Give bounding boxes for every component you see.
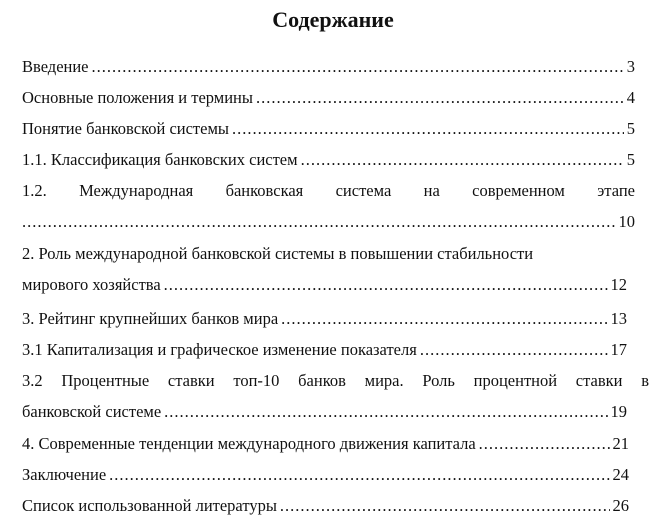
toc-entry-basic-terms[interactable] [22, 86, 635, 110]
toc-word: Процентные [61, 371, 150, 390]
toc-page-number: 10 [618, 212, 635, 231]
toc-leader-dots [92, 55, 624, 79]
toc-word: этапе [597, 181, 635, 200]
toc-page-number: 4 [626, 88, 635, 107]
toc-entry-introduction[interactable] [22, 55, 635, 79]
toc-word: в [641, 371, 649, 390]
toc-entry-text: банковской системе [22, 402, 162, 421]
toc-entry-references[interactable] [22, 494, 629, 518]
toc-entry-3-rating[interactable] [22, 307, 627, 331]
toc-entry-3-2-interest-line2[interactable] [22, 400, 627, 424]
toc-entry-text: Список использованной литературы [22, 496, 277, 515]
toc-page-number: 13 [610, 309, 627, 328]
toc-leader-dots [281, 307, 607, 331]
toc-word: Роль [422, 371, 455, 390]
toc-entry-text: 3. Рейтинг крупнейших банков мира [22, 309, 279, 328]
toc-entry-4-trends[interactable] [22, 432, 629, 456]
toc-entry-text: Понятие банковской системы [22, 119, 229, 138]
toc-entry-3-1-capitalization[interactable] [22, 338, 627, 362]
toc-leader-dots [109, 463, 609, 487]
toc-word: процентной [473, 371, 558, 390]
toc-leader-dots [164, 400, 607, 424]
toc-page-number: 3 [626, 57, 635, 76]
toc-page-number: 12 [610, 275, 627, 294]
toc-page-number: 5 [626, 119, 635, 138]
toc-word: Международная [79, 181, 194, 200]
toc-word: мира. [364, 371, 404, 390]
toc-word: система [335, 181, 392, 200]
toc-entry-text: 1.1. Классификация банковских систем [22, 150, 298, 169]
toc-word: ставки [575, 371, 623, 390]
toc-word: топ-10 [233, 371, 280, 390]
toc-entry-text: Заключение [22, 465, 107, 484]
toc-page-number: 24 [612, 465, 629, 484]
toc-leader-dots [256, 86, 624, 110]
toc-entry-banking-system-concept[interactable] [22, 117, 635, 141]
toc-leader-dots [232, 117, 624, 141]
toc-leader-dots [479, 432, 610, 456]
toc-entry-2-role-line2[interactable] [22, 273, 627, 297]
toc-leader-dots [22, 210, 616, 234]
toc-leader-dots [164, 273, 608, 297]
toc-entry-1-2-international-line2[interactable] [22, 210, 635, 234]
toc-entry-1-1-classification[interactable] [22, 148, 635, 172]
toc-entry-text: Введение [22, 57, 89, 76]
toc-word: 1.2. [22, 181, 47, 200]
toc-entry-text: 3.1 Капитализация и графическое изменение показателя [22, 340, 417, 359]
toc-page-number: 26 [612, 496, 629, 515]
toc-entry-3-2-interest-line1[interactable] [22, 369, 649, 393]
toc-entry-text: мирового хозяйства [22, 275, 161, 294]
toc-page-number: 19 [610, 402, 627, 421]
toc-word: банков [298, 371, 346, 390]
toc-page-number: 5 [626, 150, 635, 169]
toc-page-number: 17 [610, 340, 627, 359]
toc-entry-2-role-line1[interactable] [22, 242, 635, 266]
toc-leader-dots [420, 338, 608, 362]
toc-entry-text: 2. Роль международной банковской системы в повышении стабильности [22, 244, 534, 263]
toc-word: банковская [225, 181, 304, 200]
toc-word: ставки [167, 371, 215, 390]
toc-entry-text: 4. Современные тенденции международного движения капитала [22, 434, 476, 453]
toc-entry-conclusion[interactable] [22, 463, 629, 487]
page-title: Содержание [272, 7, 394, 32]
toc-entry-1-2-international-line1[interactable] [22, 179, 635, 203]
toc-word: на [423, 181, 440, 200]
toc-entry-text: Основные положения и термины [22, 88, 253, 107]
toc-leader-dots [280, 494, 610, 518]
toc-leader-dots [301, 148, 624, 172]
toc-page-number: 21 [612, 434, 629, 453]
toc-word: современном [472, 181, 565, 200]
toc-word: 3.2 [22, 371, 43, 390]
